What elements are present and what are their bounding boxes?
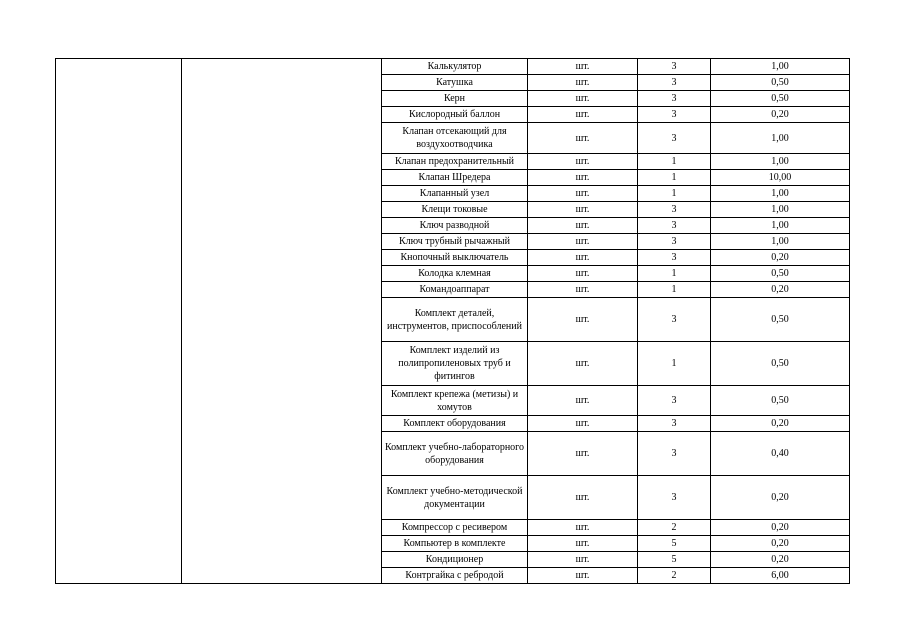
quantity-cell: 3 — [638, 298, 711, 342]
unit-cell: шт. — [528, 282, 638, 298]
section-cell — [56, 59, 182, 584]
value-cell: 0,50 — [711, 342, 850, 386]
quantity-cell: 3 — [638, 59, 711, 75]
value-cell: 0,40 — [711, 432, 850, 476]
value-cell: 1,00 — [711, 123, 850, 154]
value-cell: 1,00 — [711, 218, 850, 234]
quantity-cell: 3 — [638, 75, 711, 91]
unit-cell: шт. — [528, 75, 638, 91]
value-cell: 0,50 — [711, 386, 850, 416]
item-name-cell: Клапан отсекающий для воздухоотводчика — [382, 123, 528, 154]
item-name-cell: Комплект оборудования — [382, 416, 528, 432]
value-cell: 0,50 — [711, 266, 850, 282]
item-name-cell: Кондиционер — [382, 552, 528, 568]
quantity-cell: 1 — [638, 342, 711, 386]
quantity-cell: 5 — [638, 536, 711, 552]
quantity-cell: 1 — [638, 170, 711, 186]
quantity-cell: 2 — [638, 568, 711, 584]
item-name-cell: Клапан Шредера — [382, 170, 528, 186]
equipment-table — [55, 58, 850, 584]
unit-cell: шт. — [528, 476, 638, 520]
item-name-cell: Контргайка с ребродой — [382, 568, 528, 584]
unit-cell: шт. — [528, 91, 638, 107]
value-cell: 0,50 — [711, 91, 850, 107]
unit-cell: шт. — [528, 416, 638, 432]
item-name-cell: Клапан предохранительный — [382, 154, 528, 170]
item-name-cell: Комплект крепежа (метизы) и хомутов — [382, 386, 528, 416]
unit-cell: шт. — [528, 170, 638, 186]
value-cell: 1,00 — [711, 59, 850, 75]
unit-cell: шт. — [528, 536, 638, 552]
value-cell: 1,00 — [711, 154, 850, 170]
item-name-cell: Калькулятор — [382, 59, 528, 75]
item-name-cell: Комплект учебно-лабораторного оборудования — [382, 432, 528, 476]
quantity-cell: 3 — [638, 476, 711, 520]
quantity-cell: 3 — [638, 91, 711, 107]
unit-cell: шт. — [528, 123, 638, 154]
value-cell: 0,20 — [711, 536, 850, 552]
quantity-cell: 1 — [638, 154, 711, 170]
item-name-cell: Комплект деталей, инструментов, приспособлений — [382, 298, 528, 342]
item-name-cell: Кислородный баллон — [382, 107, 528, 123]
quantity-cell: 3 — [638, 123, 711, 154]
unit-cell: шт. — [528, 298, 638, 342]
unit-cell: шт. — [528, 568, 638, 584]
item-name-cell: Комплект изделий из полипропиленовых труб и фитингов — [382, 342, 528, 386]
quantity-cell: 3 — [638, 250, 711, 266]
value-cell: 0,20 — [711, 416, 850, 432]
table-row — [56, 59, 850, 75]
quantity-cell: 3 — [638, 218, 711, 234]
group-cell — [182, 59, 382, 584]
unit-cell: шт. — [528, 107, 638, 123]
unit-cell: шт. — [528, 186, 638, 202]
value-cell: 0,20 — [711, 250, 850, 266]
unit-cell: шт. — [528, 59, 638, 75]
unit-cell: шт. — [528, 386, 638, 416]
value-cell: 0,20 — [711, 282, 850, 298]
quantity-cell: 3 — [638, 107, 711, 123]
value-cell: 0,50 — [711, 75, 850, 91]
quantity-cell: 1 — [638, 266, 711, 282]
unit-cell: шт. — [528, 520, 638, 536]
item-name-cell: Комплект учебно-методической документации — [382, 476, 528, 520]
unit-cell: шт. — [528, 266, 638, 282]
item-name-cell: Компрессор с ресивером — [382, 520, 528, 536]
value-cell: 0,20 — [711, 107, 850, 123]
quantity-cell: 1 — [638, 282, 711, 298]
quantity-cell: 3 — [638, 202, 711, 218]
unit-cell: шт. — [528, 342, 638, 386]
item-name-cell: Клещи токовые — [382, 202, 528, 218]
item-name-cell: Компьютер в комплекте — [382, 536, 528, 552]
quantity-cell: 3 — [638, 432, 711, 476]
quantity-cell: 2 — [638, 520, 711, 536]
unit-cell: шт. — [528, 202, 638, 218]
item-name-cell: Командоаппарат — [382, 282, 528, 298]
quantity-cell: 5 — [638, 552, 711, 568]
item-name-cell: Керн — [382, 91, 528, 107]
quantity-cell: 3 — [638, 386, 711, 416]
value-cell: 1,00 — [711, 186, 850, 202]
value-cell: 0,50 — [711, 298, 850, 342]
value-cell: 6,00 — [711, 568, 850, 584]
value-cell: 0,20 — [711, 476, 850, 520]
item-name-cell: Ключ разводной — [382, 218, 528, 234]
item-name-cell: Ключ трубный рычажный — [382, 234, 528, 250]
unit-cell: шт. — [528, 218, 638, 234]
value-cell: 1,00 — [711, 202, 850, 218]
unit-cell: шт. — [528, 432, 638, 476]
quantity-cell: 1 — [638, 186, 711, 202]
unit-cell: шт. — [528, 552, 638, 568]
item-name-cell: Катушка — [382, 75, 528, 91]
value-cell: 0,20 — [711, 552, 850, 568]
unit-cell: шт. — [528, 250, 638, 266]
unit-cell: шт. — [528, 154, 638, 170]
quantity-cell: 3 — [638, 234, 711, 250]
unit-cell: шт. — [528, 234, 638, 250]
item-name-cell: Колодка клемная — [382, 266, 528, 282]
quantity-cell: 3 — [638, 416, 711, 432]
value-cell: 0,20 — [711, 520, 850, 536]
value-cell: 10,00 — [711, 170, 850, 186]
item-name-cell: Кнопочный выключатель — [382, 250, 528, 266]
equipment-table-body — [56, 59, 850, 584]
item-name-cell: Клапанный узел — [382, 186, 528, 202]
value-cell: 1,00 — [711, 234, 850, 250]
